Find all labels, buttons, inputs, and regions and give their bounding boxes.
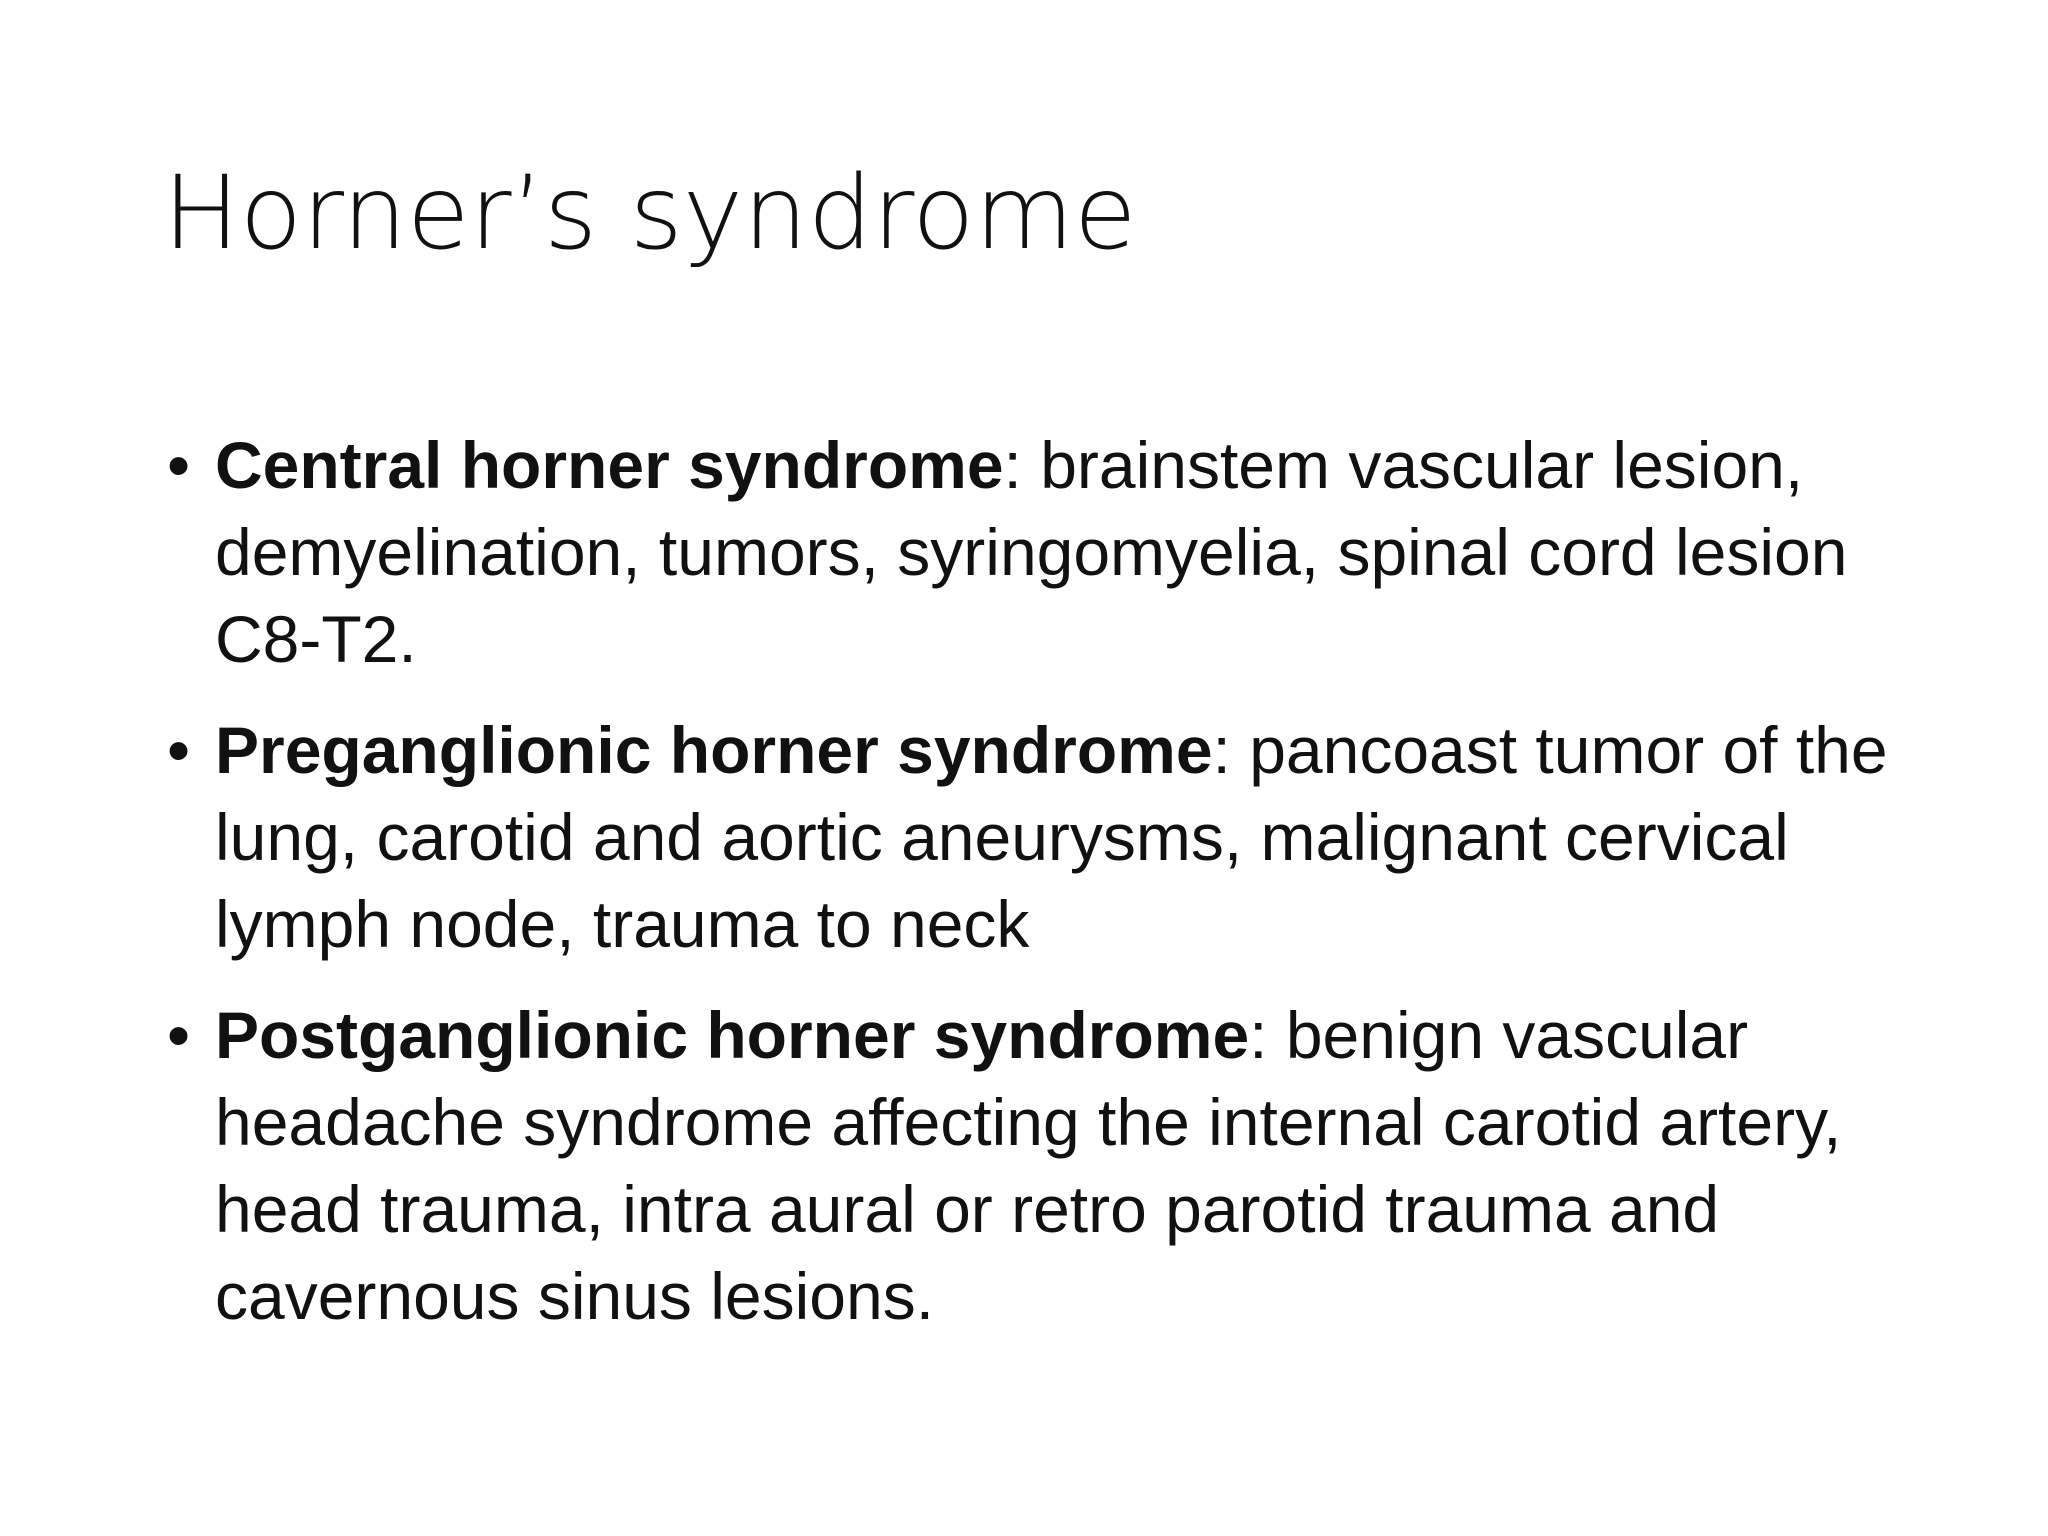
bullet-text: : pancoast tumor of the lung, carotid and aortic aneurysms, malignant cervical lymph node, trauma to neck: [215, 713, 1888, 961]
bullet-dot-icon: •: [167, 713, 191, 787]
bullet-term: Central horner syndrome: [215, 428, 1004, 502]
slide-title: Horner’s syndrome: [163, 154, 1137, 273]
bullet-list: [163, 422, 1903, 1364]
bullet-dot-icon: •: [167, 998, 191, 1072]
bullet-item-preganglionic: [163, 707, 1903, 968]
bullet-term: Postganglionic horner syndrome: [215, 998, 1250, 1072]
bullet-text: : benign vascular headache syndrome affecting the internal carotid artery, head trauma, intra aural or retro parotid trauma and cavernous sinus lesions.: [215, 998, 1842, 1333]
bullet-text: : brainstem vascular lesion, demyelination, tumors, syringomyelia, spinal cord lesion C8-T2.: [215, 428, 1848, 676]
bullet-item-central: [163, 422, 1903, 683]
bullet-term: Preganglionic horner syndrome: [215, 713, 1213, 787]
bullet-dot-icon: •: [167, 428, 191, 502]
bullet-item-postganglionic: [163, 992, 1903, 1340]
